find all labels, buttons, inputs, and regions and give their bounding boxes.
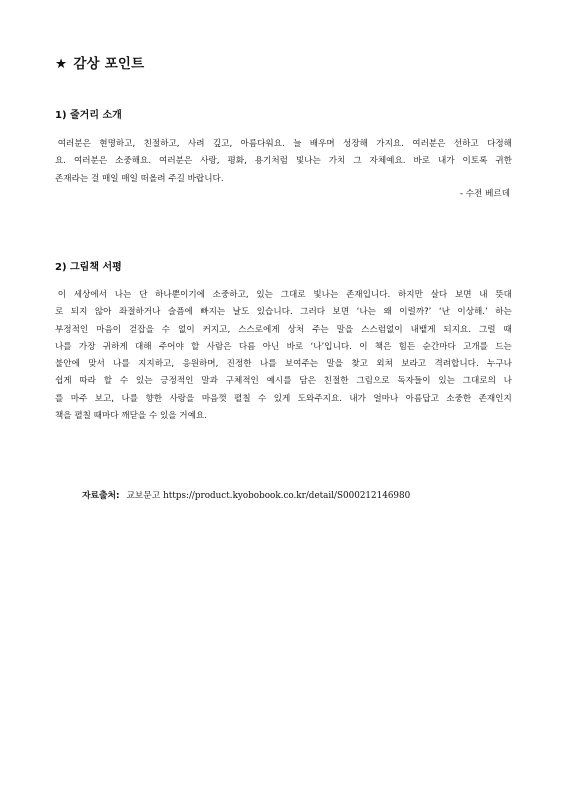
- review-line: [55, 287, 512, 304]
- word: 친절한: [323, 376, 349, 387]
- word: 왜: [383, 307, 392, 318]
- word: 가지요.: [376, 139, 404, 149]
- word: 책은: [374, 341, 392, 352]
- word: 여러분은: [412, 139, 446, 149]
- word: 커지고,: [202, 324, 231, 335]
- review-line: [55, 356, 512, 373]
- word: 이: [359, 341, 368, 352]
- word: ‘나’입니다.: [310, 341, 352, 352]
- word: 독자들이: [397, 376, 431, 387]
- word: 사랑,: [200, 156, 220, 167]
- word: 마주: [70, 393, 88, 404]
- word: 나를: [55, 341, 72, 352]
- word: 내가: [349, 393, 366, 404]
- word: 말을: [336, 324, 354, 335]
- word: 사람은: [206, 341, 232, 352]
- word: ‘난: [438, 307, 450, 318]
- word: 말과: [201, 376, 218, 387]
- section-heading-review: 2) 그림책 서평: [55, 262, 122, 273]
- word: 바로: [413, 156, 431, 167]
- word: 나를: [113, 359, 130, 370]
- word: 따라: [79, 376, 96, 387]
- word: 선하고: [453, 139, 479, 149]
- word: 나를: [259, 359, 277, 370]
- author-attribution: - 수전 베르데: [459, 189, 510, 199]
- word: 내: [479, 290, 488, 300]
- word: 빛나는: [313, 290, 339, 300]
- summary-line: [55, 136, 512, 153]
- word: 할: [191, 341, 200, 352]
- word: 로: [55, 307, 64, 318]
- word: 보면: [332, 307, 350, 318]
- word: 나를: [121, 393, 139, 404]
- word: 아름답고: [405, 393, 439, 404]
- word: 이럴까?’: [399, 307, 432, 318]
- word: 를: [55, 393, 64, 404]
- word: 여러분은: [159, 156, 193, 167]
- word: 순간마다: [422, 341, 456, 352]
- word: 살다: [430, 290, 448, 300]
- word: 그대로: [280, 290, 306, 300]
- review-line: [55, 322, 512, 339]
- word: 친절하고,: [143, 139, 180, 149]
- word: 마음이: [96, 324, 122, 335]
- review-line: [55, 391, 512, 408]
- source-citation: [82, 488, 410, 501]
- star-icon: ★: [55, 56, 68, 72]
- word: 뜻대: [495, 290, 512, 300]
- word: 내가: [437, 156, 455, 167]
- word: 대해: [134, 341, 152, 352]
- word: 얼마나: [373, 393, 399, 404]
- word: 내뱉게: [410, 324, 436, 335]
- word: 드는: [495, 341, 512, 352]
- word: 여러분은: [73, 156, 108, 167]
- word: 소중하고,: [212, 290, 249, 300]
- review-paragraph: [55, 287, 512, 425]
- word: 존재입니다.: [345, 290, 391, 300]
- word: 고개를: [463, 341, 488, 352]
- word: 말을: [326, 359, 343, 370]
- word: 하나뿐이기에: [155, 290, 205, 300]
- word: 힘든: [398, 341, 416, 352]
- word: 있는: [135, 376, 153, 387]
- word: 소중한: [446, 393, 472, 404]
- word: 단: [139, 290, 148, 300]
- word: 스스럼없이: [361, 324, 403, 335]
- word: 있는: [438, 376, 455, 387]
- word: 펼칠: [234, 393, 251, 404]
- word: 이: [55, 290, 67, 300]
- word: 이상해.’: [457, 307, 488, 318]
- word: 지지하고,: [138, 359, 175, 370]
- word: 스스로에게: [238, 324, 280, 335]
- word: 나: [503, 376, 512, 387]
- word: 찾고: [351, 359, 368, 370]
- word: 깊고,: [212, 139, 233, 149]
- word: 마음껏: [201, 393, 227, 404]
- word: 다정해: [487, 139, 512, 149]
- word: 주는: [312, 324, 329, 335]
- word: 평화,: [227, 156, 247, 167]
- word: 자체예요.: [369, 156, 406, 167]
- word: 수: [161, 324, 171, 335]
- word: 수: [258, 393, 267, 404]
- word: 가치: [328, 156, 346, 167]
- word: 귀한: [495, 156, 512, 167]
- review-line: [55, 304, 512, 321]
- word: 않아: [94, 307, 112, 318]
- word: 존재인지: [478, 393, 512, 404]
- word: 도와주지요.: [297, 393, 342, 404]
- review-line: [55, 339, 512, 356]
- word: 나는: [114, 290, 132, 300]
- word: 때: [503, 324, 512, 335]
- word: 되지: [70, 307, 88, 318]
- word: 아닌: [262, 341, 280, 352]
- word: 담은: [299, 376, 316, 387]
- word: 슬픔에: [167, 307, 193, 318]
- word: 있는: [256, 290, 273, 300]
- summary-paragraph: [55, 136, 512, 188]
- word: 그럴: [478, 324, 496, 335]
- summary-line: 존재라는 걸 매일 매일 떠올려 주길 바랍니다.: [55, 173, 224, 184]
- word: 배우며: [309, 139, 335, 149]
- word: 용기처럼: [254, 156, 288, 167]
- word: 사려: [187, 139, 205, 149]
- word: 상처: [287, 324, 305, 335]
- word: 진정한: [226, 359, 252, 370]
- word: 하지만: [397, 290, 423, 300]
- word: 늘: [293, 139, 302, 149]
- word: 없이: [178, 324, 195, 335]
- word: 부정적인: [55, 324, 89, 335]
- page-title-text: 감상 포인트: [73, 56, 145, 72]
- word: 보여주는: [284, 359, 319, 370]
- word: 가장: [78, 341, 96, 352]
- word: 불안에: [55, 359, 80, 370]
- source-url: https://product.kyobobook.co.kr/detail/S000212146980: [163, 491, 411, 501]
- word: 향한: [145, 393, 163, 404]
- word: 날도: [232, 307, 250, 318]
- word: 보면: [454, 290, 472, 300]
- word: 여러분은: [55, 139, 91, 149]
- review-line: [55, 373, 512, 390]
- word: 격려합니다.: [434, 359, 479, 370]
- word: 누구나: [487, 359, 512, 370]
- word: 귀하게: [102, 341, 128, 352]
- page-title: [55, 52, 144, 72]
- word: 성장해: [343, 139, 368, 149]
- word: 그: [353, 156, 362, 167]
- word: 하는: [495, 307, 512, 318]
- word: 쉽게: [55, 376, 72, 387]
- word: 응원하며,: [182, 359, 219, 370]
- word: 있게: [273, 393, 291, 404]
- word: 있습니다.: [256, 307, 293, 318]
- word: 주어야: [158, 341, 184, 352]
- summary-line: [55, 153, 512, 170]
- word: 그러다: [300, 307, 326, 318]
- source-publisher: 교보문고: [126, 491, 161, 501]
- word: 바로: [286, 341, 304, 352]
- word: 보고,: [94, 393, 115, 404]
- word: 이토록: [462, 156, 488, 167]
- word: 다름: [238, 341, 256, 352]
- word: 소중해요.: [115, 156, 152, 167]
- word: ‘나는: [356, 307, 376, 318]
- word: 수: [119, 376, 129, 387]
- word: 그림으로: [356, 376, 390, 387]
- word: 사랑을: [169, 393, 195, 404]
- word: 보라고: [401, 359, 427, 370]
- word: 되지요.: [443, 324, 472, 335]
- word: 아름다워요.: [240, 139, 285, 149]
- word: 걷잡을: [128, 324, 154, 335]
- word: 좌절하거나: [118, 307, 161, 318]
- word: 구체적인: [225, 376, 259, 387]
- word: 빛나는: [295, 156, 321, 167]
- source-label: 자료출처:: [82, 491, 120, 501]
- word: 긍정적인: [160, 376, 194, 387]
- word: 빠지는: [200, 307, 226, 318]
- section-heading-summary: 1) 줄거리 소개: [55, 110, 122, 121]
- word: 맞서: [88, 359, 105, 370]
- word: 그대로의: [462, 376, 496, 387]
- word: 요.: [55, 156, 67, 167]
- word: 예시를: [266, 376, 292, 387]
- word: 현명하고,: [99, 139, 136, 149]
- word: 세상에서: [73, 290, 107, 300]
- word: 할: [103, 376, 113, 387]
- review-line: 책을 펼칠 때마다 깨닫을 수 있을 거예요.: [55, 411, 207, 422]
- word: 외쳐: [376, 359, 393, 370]
